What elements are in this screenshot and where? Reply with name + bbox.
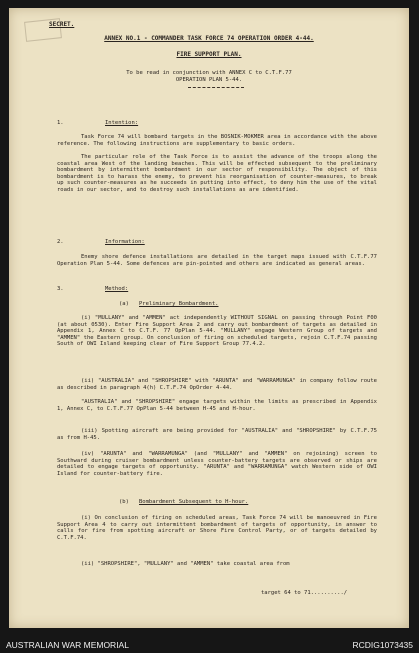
document-page — [9, 8, 409, 628]
subsection-b-heading: Bombardment Subsequent to H-hour. — [139, 499, 249, 505]
subsection-b-item-i: (i) On conclusion of firing on scheduled areas, Task Force 74 will be manoeuvred in Fire Support Area 4 to carry out intermittent bombardment of targets of opportunity, in answer to calls for fire from spotting aircraft or Shore Fire Control Party, or of targets detailed by C.T.F.74. — [57, 515, 377, 541]
subsection-a-heading: Preliminary Bombardment. — [139, 301, 219, 307]
classification-secret: SECRET. — [49, 21, 75, 28]
footer-institution: AUSTRALIAN WAR MEMORIAL — [6, 640, 129, 650]
archive-footer — [0, 628, 419, 653]
subsection-b-item-ii: (ii) "SHROPSHIRE", "MULLANY" and "AMMEN" take coastal area from — [81, 561, 290, 567]
section-3-heading: Method: — [105, 286, 129, 292]
subsection-a-item-i: (i) "MULLANY" and "AMMEN" act independently WITHOUT SIGNAL on passing through Point F00 (at about 0530). Enter Fire Support Area 2 and carry out bombardment of targets as detailed in Appendix 1, Annex C to C.T.F. 77 OpPlan 5-44. "MULLANY" engage Western Group of targets and "AMMEN" the Eastern group. On conclusion of firing on scheduled targets, rejoin C.T.F.74 passing South of OWI Island keeping clear of Fire Support Group 77.4.2. — [57, 315, 377, 348]
subsection-a-label: (a) — [119, 301, 129, 307]
section-1-heading: Intention: — [105, 120, 139, 126]
subsection-a-item-iii: (iii) Spotting aircraft are being provided for "AUSTRALIA" and "SHROPSHIRE" by C.T.F.75 as from H-45. — [57, 428, 377, 441]
subsection-b-label: (b) — [119, 499, 129, 505]
subsection-a-item-ii-cont: "AUSTRALIA" and "SHROPSHIRE" engage targets within the limits as prescribed in Appendix 1, Annex C, to C.T.F.77 OpPlan 5-44 between H-45 and H-hour. — [57, 399, 377, 412]
section-1-para-1: Task Force 74 will bombard targets in the BOSNIK-MOKMER area in accordance with the above reference. The following instructions are supplementary to basic orders. — [57, 134, 377, 147]
continuation-marker: target 64 to 71........../ — [261, 590, 348, 596]
subsection-a-item-iv: (iv) "ARUNTA" and "WARRAMUNGA" (and "MULLANY" and "AMMEN" on rejoining) screen to Southward during cruiser bombardment unless counter-battery targets are observed or ships are detailed to engage targets of opportunity. "ARUNTA" and "WARRAMUNGA" watch Western side of OWI Island for counter-battery fire. — [57, 451, 377, 477]
header-divider — [188, 87, 244, 88]
section-2-number: 2. — [57, 239, 64, 245]
plan-title: FIRE SUPPORT PLAN. — [176, 51, 242, 58]
section-1-number: 1. — [57, 120, 64, 126]
section-2-heading: Information: — [105, 239, 145, 245]
annex-title: ANNEX NO.1 - COMMANDER TASK FORCE 74 OPERATION ORDER 4-44. — [104, 35, 314, 42]
subsection-a-item-ii: (ii) "AUSTRALIA" and "SHROPSHIRE" with "ARUNTA" and "WARRAMUNGA" in company follow route as described in paragraph 4(h) C.T.F.74 OpOrder 4-44. — [57, 378, 377, 391]
section-2-para-1: Enemy shore defence installations are detailed in the target maps issued with C.T.F.77 Operation Plan 5-44. Some defences are pin-pointed and others are indicated as general areas. — [57, 254, 377, 267]
section-1-para-2: The particular role of the Task Force is to assist the advance of the troops along the coastal area West of the landing beaches. This will be effected subsequent to the preliminary bombardment by intermittent bombardment in our sector of responsibility. The object of this bombardment is to harass the enemy, to prevent his reorganisation of counter-measures, to break up such counter-measures as he succeeds in putting into effect, to deny him the use of the vital roads in our sector, and to destroy such installations as are identified. — [57, 154, 377, 193]
footer-record-id: RCDIG1073435 — [352, 640, 413, 650]
reference-line-2: OPERATION PLAN 5-44. — [175, 77, 243, 83]
reference-line: To be read in conjunction with ANNEX C to C.T.F.77 — [126, 70, 292, 76]
section-3-number: 3. — [57, 286, 64, 292]
